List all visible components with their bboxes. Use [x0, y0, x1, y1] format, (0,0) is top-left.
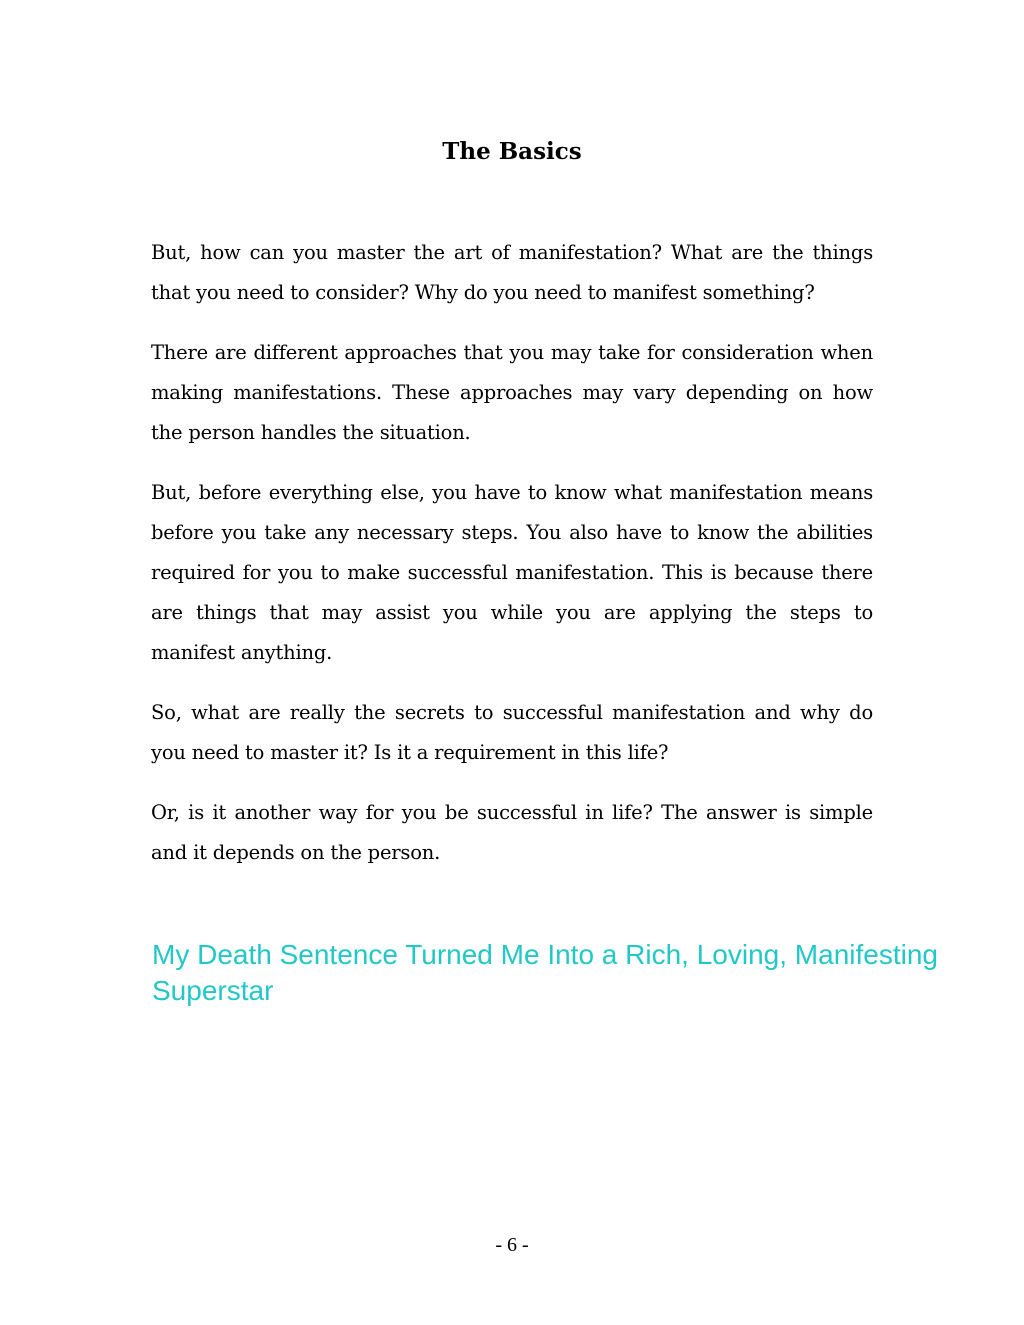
paragraph-3: But, before everything else, you have to know what manifestation means before you take any necessary steps. You also have to know the abilities required for you to make successful manifestation. This is because there are things that may assist you while you are applying the steps to manifest anything.: [151, 481, 873, 664]
paragraph-5: Or, is it another way for you be successful in life? The answer is simple and it depends on the person.: [151, 801, 873, 864]
promo-link[interactable]: My Death Sentence Turned Me Into a Rich, Loving, Manifesting Superstar: [152, 939, 938, 1006]
page-title: The Basics: [442, 138, 582, 165]
paragraph-2: There are different approaches that you may take for consideration when making manifestations. These approaches may vary depending on how the person handles the situation.: [151, 341, 873, 444]
page-number: - 6 -: [495, 1234, 529, 1256]
paragraph-1: But, how can you master the art of manifestation? What are the things that you need to consider? Why do you need to manifest something?: [151, 241, 873, 304]
paragraph-4: So, what are really the secrets to successful manifestation and why do you need to master it? Is it a requirement in this life?: [151, 701, 873, 764]
body-text: [151, 233, 873, 893]
